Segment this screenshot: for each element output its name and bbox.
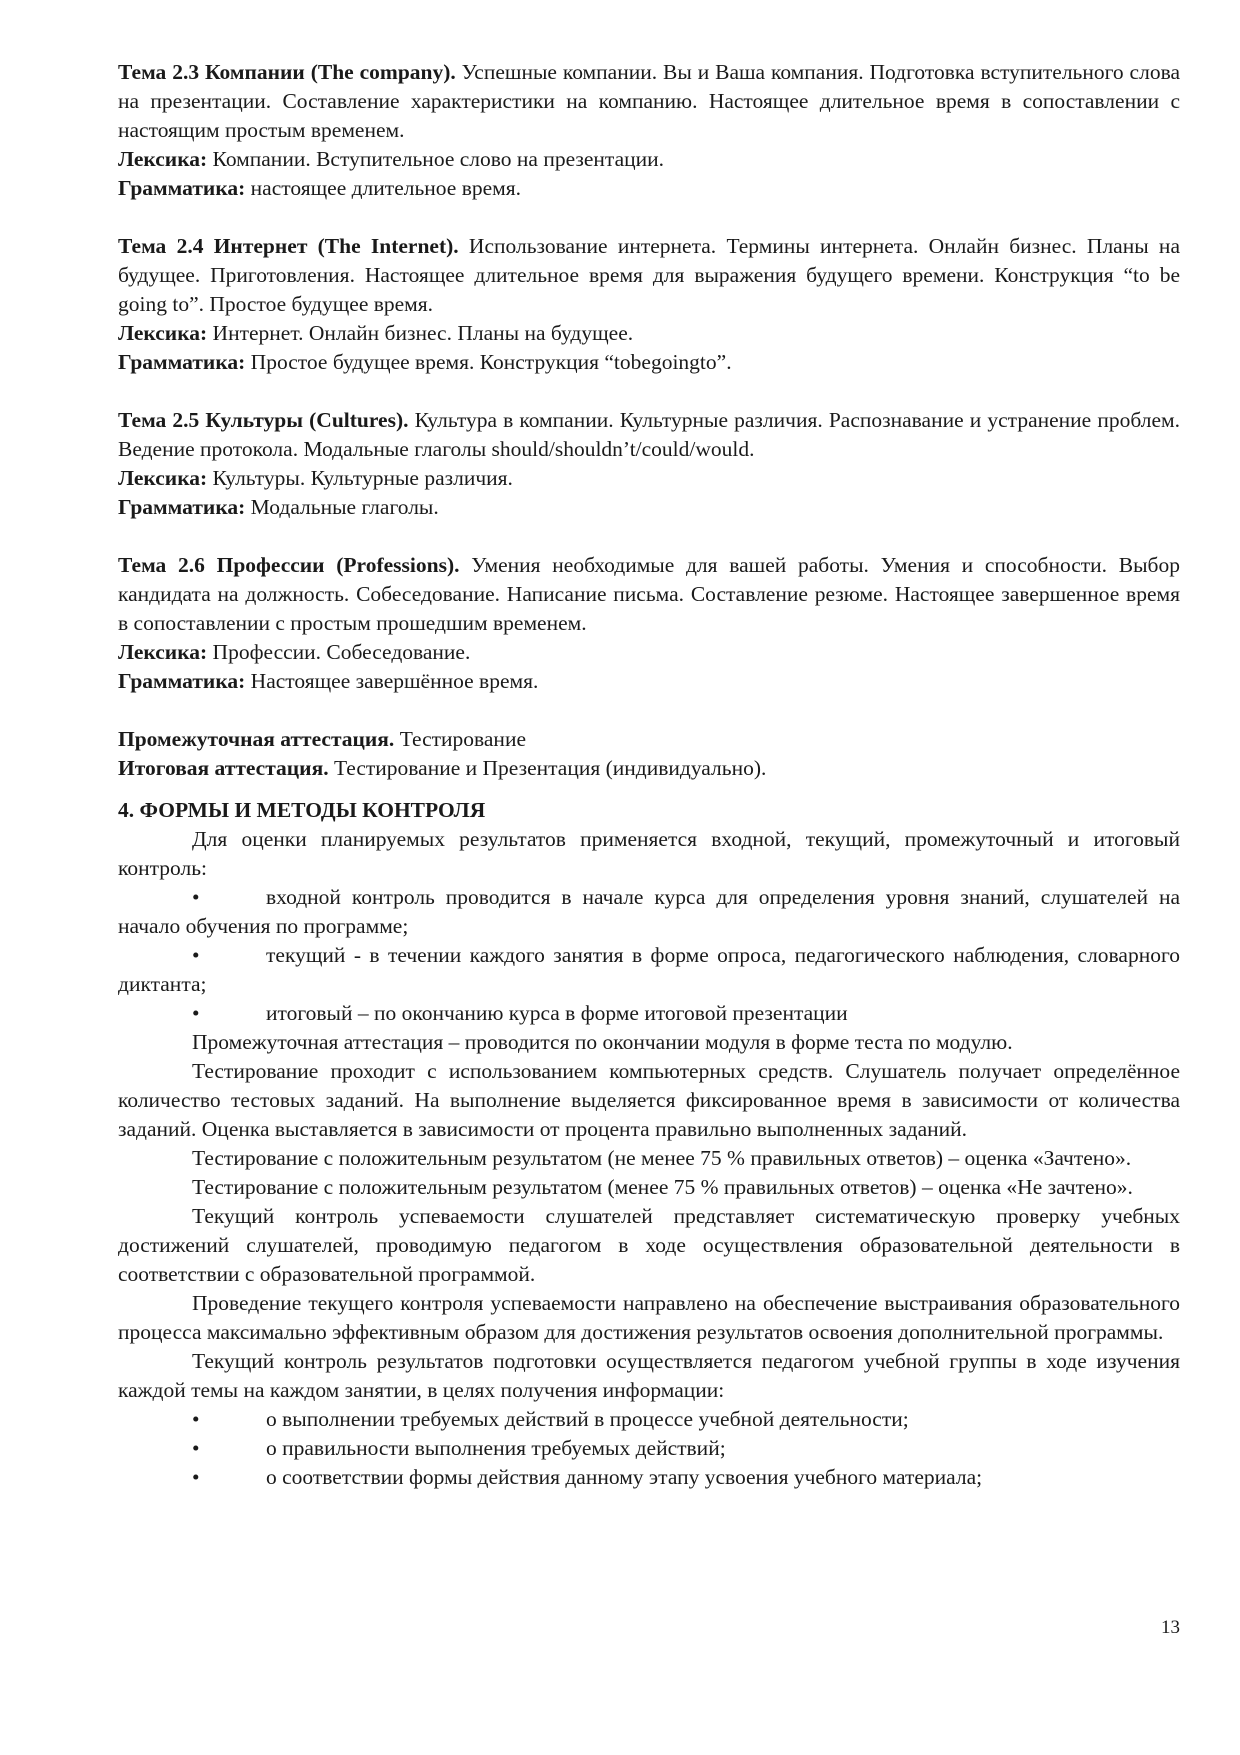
grammar-line xyxy=(118,667,1180,696)
attestation-block xyxy=(118,725,1180,783)
final-label: Итоговая аттестация. xyxy=(118,756,329,780)
page-number: 13 xyxy=(1161,1617,1180,1638)
paragraph-current-control: Текущий контроль успеваемости слушателей представляет систематическую проверку учебных достижений слушателей, проводимую педагогом в ходе осуществления образовательной деятельности в соответствии с образовательной программой. xyxy=(118,1204,1180,1286)
topic-title: Тема 2.3 Компании (The company). xyxy=(118,60,456,84)
lexicon-line xyxy=(118,638,1180,667)
grammar-text: Модальные глаголы. xyxy=(245,495,439,519)
final-text: Тестирование и Презентация (индивидуально). xyxy=(328,756,767,780)
topic-text: Использование интернета. Термины интернета. Онлайн бизнес. Планы на будущее. Приготовления. Настоящее длительное время для выражения будущего времени. Конструкция “to be going to”. Простое будущее время. xyxy=(118,234,1180,316)
grammar-line xyxy=(118,493,1180,522)
lexicon-line xyxy=(118,319,1180,348)
interim-attestation xyxy=(118,725,1180,754)
info-list xyxy=(118,1405,1180,1492)
interim-label: Промежуточная аттестация. xyxy=(118,727,395,751)
lexicon-label: Лексика: xyxy=(118,466,208,490)
list-item xyxy=(118,883,1180,941)
topic-title: Тема 2.4 Интернет (The Internet). xyxy=(118,234,459,258)
lexicon-label: Лексика: xyxy=(118,640,208,664)
bullet-icon: • xyxy=(192,1001,200,1025)
paragraph-aim: Проведение текущего контроля успеваемости направлено на обеспечение выстраивания образовательного процесса максимально эффективным образом для достижения результатов освоения дополнительной программы. xyxy=(118,1291,1180,1344)
topic-description xyxy=(118,58,1180,145)
topic-block xyxy=(118,58,1180,203)
lexicon-label: Лексика: xyxy=(118,147,208,171)
topic-title: Тема 2.6 Профессии (Professions). xyxy=(118,553,460,577)
lexicon-text: Культуры. Культурные различия. xyxy=(207,466,513,490)
topic-block xyxy=(118,406,1180,522)
topic-description xyxy=(118,406,1180,464)
grammar-line xyxy=(118,174,1180,203)
list-item-text: о соответствии формы действия данному этапу усвоения учебного материала; xyxy=(266,1465,983,1489)
list-item xyxy=(118,999,1180,1028)
list-item-text: о выполнении требуемых действий в процессе учебной деятельности; xyxy=(266,1407,909,1431)
grammar-label: Грамматика: xyxy=(118,495,246,519)
lexicon-text: Профессии. Собеседование. xyxy=(207,640,471,664)
grammar-line xyxy=(118,348,1180,377)
topic-text: Успешные компании. Вы и Ваша компания. Подготовка вступительного слова на презентации. Составление характеристики на компанию. Настоящее длительное время в сопоставлении с настоящим простым временем. xyxy=(118,60,1180,142)
topic-text: Умения необходимые для вашей работы. Умения и способности. Выбор кандидата на должность. Собеседование. Написание письма. Составление резюме. Настоящее завершенное время в сопоставлении с простым прошедшим временем. xyxy=(118,553,1180,635)
paragraph-interim: Промежуточная аттестация – проводится по окончании модуля в форме теста по модулю. xyxy=(192,1030,1013,1054)
topic-block xyxy=(118,551,1180,696)
lexicon-text: Компании. Вступительное слово на презентации. xyxy=(207,147,665,171)
final-attestation xyxy=(118,754,1180,783)
lexicon-line xyxy=(118,464,1180,493)
bullet-icon: • xyxy=(192,1407,200,1431)
lexicon-text: Интернет. Онлайн бизнес. Планы на будущее. xyxy=(207,321,634,345)
list-item-text: текущий - в течении каждого занятия в форме опроса, педагогического наблюдения, словарного диктанта; xyxy=(118,943,1180,996)
interim-text: Тестирование xyxy=(394,727,526,751)
bullet-icon: • xyxy=(192,885,200,909)
list-item-text: входной контроль проводится в начале курса для определения уровня знаний, слушателей на начало обучения по программе; xyxy=(118,885,1180,938)
grammar-text: Настоящее завершённое время. xyxy=(245,669,539,693)
grammar-text: настоящее длительное время. xyxy=(245,176,522,200)
topic-title: Тема 2.5 Культуры (Cultures). xyxy=(118,408,409,432)
bullet-icon: • xyxy=(192,943,200,967)
bullet-icon: • xyxy=(192,1465,200,1489)
paragraph-testing: Тестирование проходит с использованием компьютерных средств. Слушатель получает определённое количество тестовых заданий. На выполнение выделяется фиксированное время в зависимости от количества заданий. Оценка выставляется в зависимости от процента правильно выполненных заданий. xyxy=(118,1059,1180,1141)
grammar-label: Грамматика: xyxy=(118,176,246,200)
lexicon-label: Лексика: xyxy=(118,321,208,345)
grammar-label: Грамматика: xyxy=(118,669,246,693)
paragraph-fail: Тестирование с положительным результатом (менее 75 % правильных ответов) – оценка «Не зачтено». xyxy=(192,1175,1133,1199)
topic-text: Культура в компании. Культурные различия. Распознавание и устранение проблем. Ведение протокола. Модальные глаголы should/shouldn’t/could/would. xyxy=(118,408,1180,461)
bullet-icon: • xyxy=(192,1436,200,1460)
topic-block xyxy=(118,232,1180,377)
list-item xyxy=(118,1463,1180,1492)
topic-description xyxy=(118,232,1180,319)
list-item-text: итоговый – по окончанию курса в форме итоговой презентации xyxy=(266,1001,848,1025)
list-item-text: о правильности выполнения требуемых действий; xyxy=(266,1436,726,1460)
document-page xyxy=(118,58,1180,1492)
list-item xyxy=(118,941,1180,999)
list-item xyxy=(118,1405,1180,1434)
paragraph-intro: Для оценки планируемых результатов применяется входной, текущий, промежуточный и итоговый контроль: xyxy=(118,827,1180,880)
paragraph-pass: Тестирование с положительным результатом (не менее 75 % правильных ответов) – оценка «Зачтено». xyxy=(192,1146,1132,1170)
lexicon-line xyxy=(118,145,1180,174)
section-heading: 4. ФОРМЫ И МЕТОДЫ КОНТРОЛЯ xyxy=(118,798,486,822)
grammar-label: Грамматика: xyxy=(118,350,246,374)
list-item xyxy=(118,1434,1180,1463)
topic-description xyxy=(118,551,1180,638)
paragraph-teacher: Текущий контроль результатов подготовки осуществляется педагогом учебной группы в ходе изучения каждой темы на каждом занятии, в целях получения информации: xyxy=(118,1349,1180,1402)
grammar-text: Простое будущее время. Конструкция “tobegoingto”. xyxy=(245,350,732,374)
